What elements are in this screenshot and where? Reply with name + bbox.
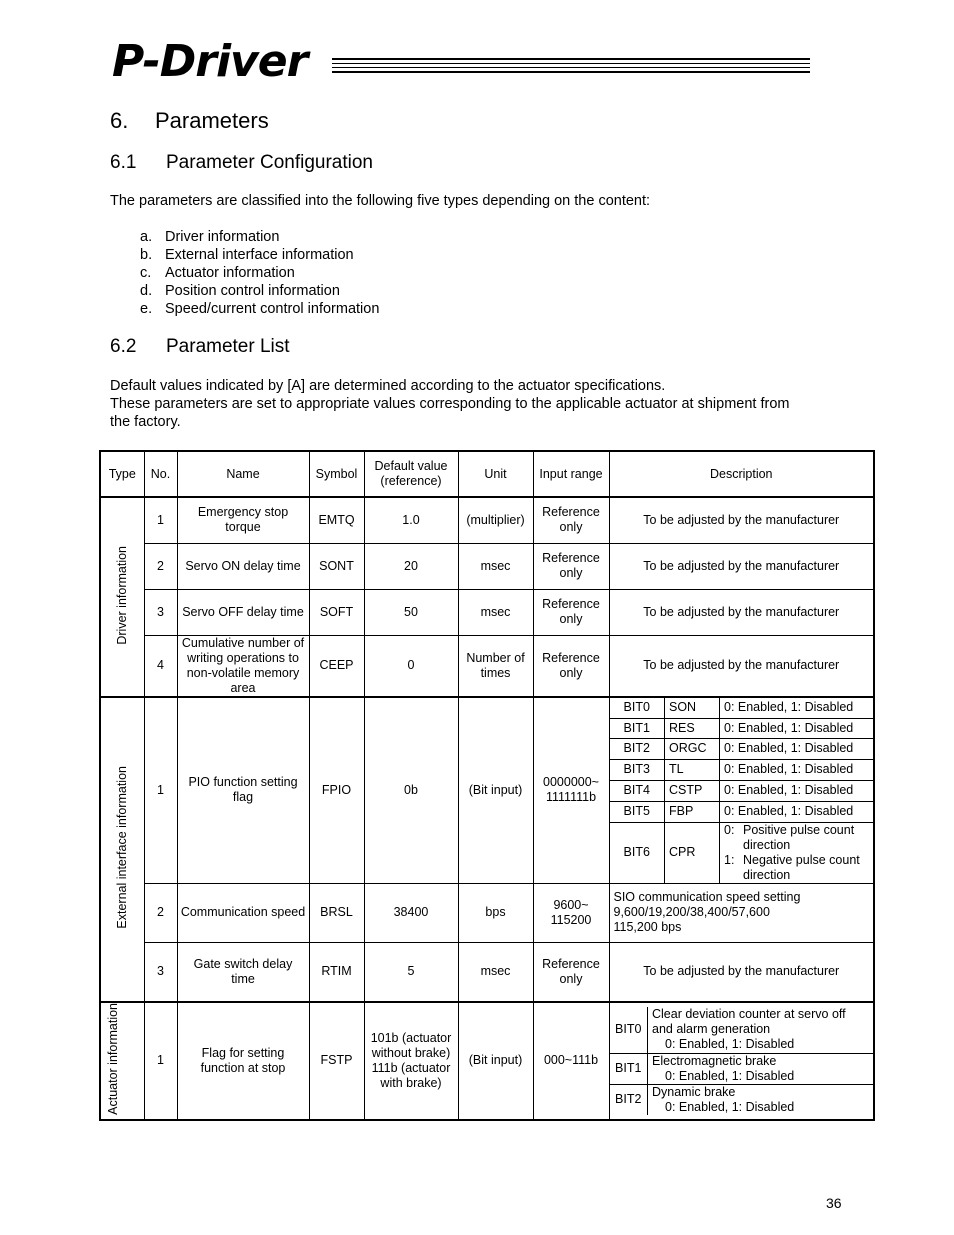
header-range: Input range	[533, 451, 609, 497]
type-actuator: Actuator information	[100, 1002, 144, 1120]
list-intro: Default values indicated by [A] are determined according to the actuator specifications. These parameters are set to appropriate values corresponding to the applicable actuator at shipment from the factory.	[110, 378, 790, 430]
subsection-title-list: 6.2 Parameter List	[110, 336, 290, 357]
list-item: b. External interface information	[140, 247, 354, 263]
table-header-row	[100, 451, 874, 497]
logo-lines	[332, 58, 810, 76]
header-default: Default value (reference)	[364, 451, 458, 497]
section-title: 6. Parameters	[110, 108, 269, 133]
table-row: External interface information 1 PIO function setting flag FPIO 0b (Bit input) 0000000~ 1111111b BIT0 SON 0: Enabled, 1: Disabled BIT1 RES 0: Enabled, 1: Disabled BIT2 ORGC 0: Enabled, 1: Disabled BIT3 TL 0: Enabled, 1: Disabled BIT4 CSTP 0: Enabled, 1: Disabled BIT5 FBP 0: Enabled, 1: Disabled BIT6 CPR 0: Positive pulse count direction 1: Negative pulse count direction	[100, 697, 874, 883]
header-description: Description	[609, 451, 874, 497]
fstp-bit-table: BIT0 Clear deviation counter at servo off and alarm generation 0: Enabled, 1: Disabled BIT1 Electromagnetic brake 0: Enabled, 1: Disabled BIT2 Dynamic brake 0: Enabled, 1: Disabled	[609, 1002, 874, 1120]
list-item: d. Position control information	[140, 283, 340, 299]
parameter-type-list	[140, 228, 379, 318]
list-item: a. Driver information	[140, 229, 280, 245]
list-item: c. Actuator information	[140, 265, 295, 281]
type-external: External interface information	[100, 697, 144, 1002]
header-name: Name	[177, 451, 309, 497]
table-row: Actuator information 1 Flag for setting function at stop FSTP 101b (actuator without brake) 111b (actuator with brake) (Bit input) 000~111b BIT0 Clear deviation counter at servo off and alarm generation 0: Enabled, 1: Disabled BIT1 Electromagnetic brake 0: Enabled, 1: Disabled BIT2 Dynamic brake 0: Enabled, 1: Disabled	[100, 1002, 874, 1120]
subsection-title-config: 6.1 Parameter Configuration	[110, 152, 373, 173]
table-row: 2 Servo ON delay time SONT 20 msec Reference only To be adjusted by the manufacturer	[100, 543, 874, 589]
table-row: 3 Gate switch delay time RTIM 5 msec Reference only To be adjusted by the manufacturer	[100, 942, 874, 1002]
header-unit: Unit	[458, 451, 533, 497]
header-type: Type	[100, 451, 144, 497]
table-row: Driver information 1 Emergency stop torque EMTQ 1.0 (multiplier) Reference only To be adjusted by the manufacturer	[100, 497, 874, 543]
logo-text: P-Driver	[112, 36, 308, 87]
page-number: 36	[826, 1195, 842, 1211]
header-symbol: Symbol	[309, 451, 364, 497]
brsl-description: SIO communication speed setting 9,600/19,200/38,400/57,600 115,200 bps	[609, 883, 874, 942]
config-intro: The parameters are classified into the following five types depending on the content:	[110, 193, 651, 209]
table-row: 3 Servo OFF delay time SOFT 50 msec Reference only To be adjusted by the manufacturer	[100, 589, 874, 635]
fpio-bit-table: BIT0 SON 0: Enabled, 1: Disabled BIT1 RES 0: Enabled, 1: Disabled BIT2 ORGC 0: Enabled, 1: Disabled BIT3 TL 0: Enabled, 1: Disabled BIT4 CSTP 0: Enabled, 1: Disabled BIT5 FBP 0: Enabled, 1: Disabled BIT6 CPR 0: Positive pulse count direction 1: Negative pulse count direction	[609, 697, 874, 883]
type-driver: Driver information	[100, 497, 144, 697]
logo	[112, 38, 812, 88]
parameter-table	[99, 450, 875, 1121]
list-item: e. Speed/current control information	[140, 301, 380, 317]
table-row: 4 Cumulative number of writing operations to non-volatile memory area CEEP 0 Number of times Reference only To be adjusted by the manufacturer	[100, 635, 874, 697]
table-row: 2 Communication speed BRSL 38400 bps 9600~ 115200 SIO communication speed setting 9,600/19,200/38,400/57,600 115,200 bps	[100, 883, 874, 942]
header-no: No.	[144, 451, 177, 497]
